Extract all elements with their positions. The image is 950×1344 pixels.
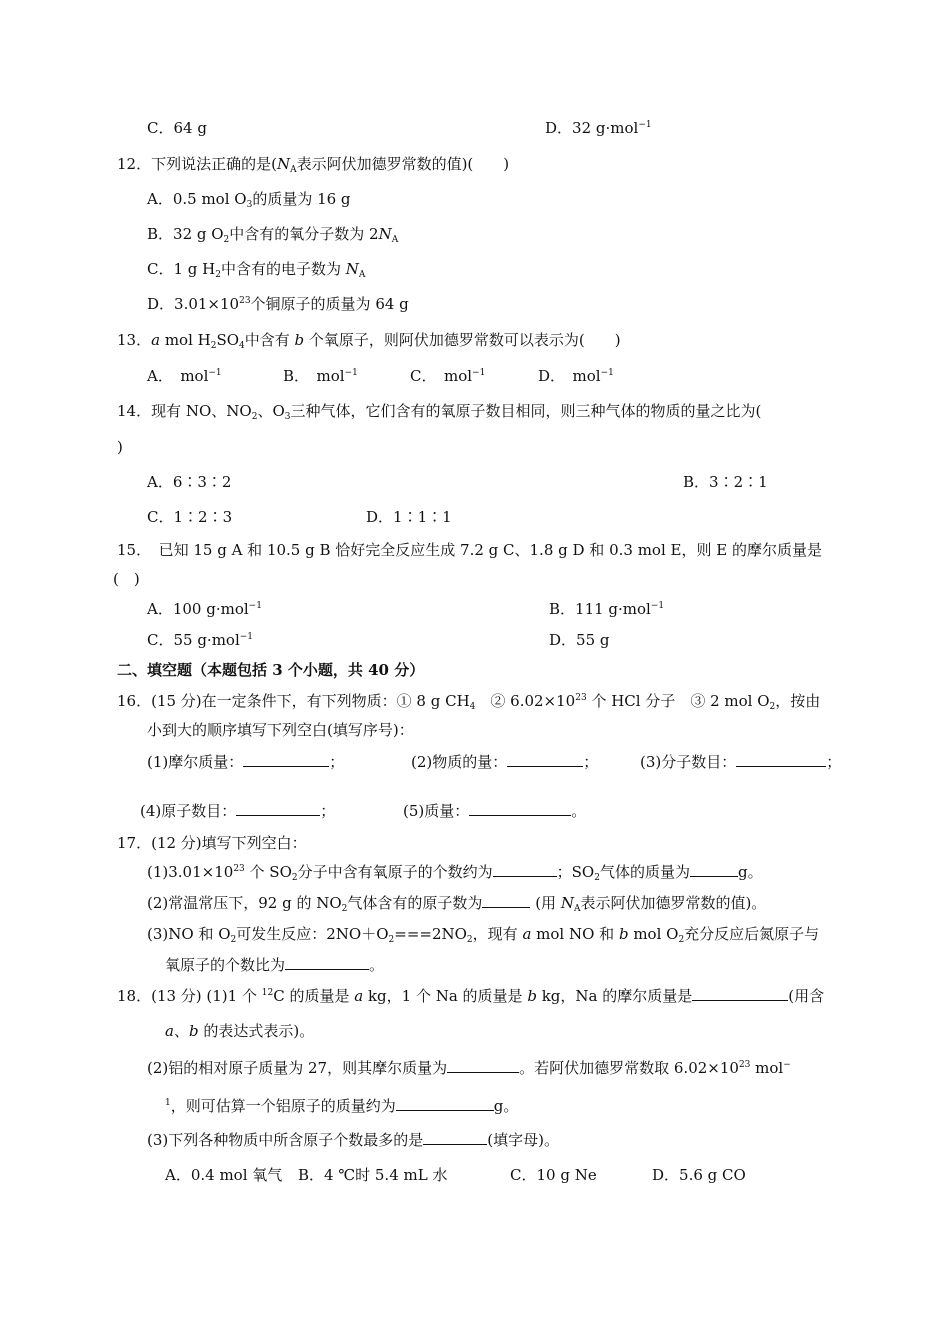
q17-line-4: 氧原子的个数比为 。 [165,956,385,974]
q14-option-c: C．1∶2∶3 [147,508,233,526]
q16-part-2: (2)物质的量： ； [411,753,599,771]
q14-option-b: B．3∶2∶1 [683,473,768,491]
q18-option-a: A．0.4 mol 氧气 [165,1166,283,1184]
q12-option-c: C．1 g $H_2$中含有的电子数为 $N_A$ [147,260,366,280]
q17-title: 17．(12 分)填写下列空白： [117,834,307,852]
q18-option-d: D．5.6 g CO [652,1166,746,1184]
q16-blank-1[interactable] [243,752,329,767]
q12-option-d: D．$3.01\times 10^{23}$个铜原子的质量为 64 g [147,295,409,313]
q12-option-b: B．32 g $O_2$中含有的氧分子数为 $2N_A$ [147,225,399,245]
q11-option-c: C．64 g [147,119,207,137]
q18-line-5: (3)下列各种物质中所含原子个数最多的是 (填字母)。 [147,1131,559,1149]
q15-option-b: B．111 g·mol$^{-1}$ [549,600,665,618]
q13-option-a: A． mol$^{-1}$ [147,367,222,385]
q11-option-d: D．32 g·mol$^{-1}$ [545,119,652,137]
q16-blank-2[interactable] [507,752,583,767]
q18-option-c: C．10 g Ne [510,1166,597,1184]
q18-option-b: B．4 ℃时 5.4 mL 水 [298,1166,448,1184]
q16-blank-3[interactable] [736,752,826,767]
q17-blank-2[interactable] [690,862,738,877]
q16-part-5: (5)质量： 。 [403,802,587,820]
q17-line-3: (3)NO 和 $O_2$可发生反应：$2NO+O_2===2NO_2$，现有 a mol NO 和 b mol $O_2$充分反应后氮原子与 [147,925,820,945]
q18-line-1: 18．(13 分) (1)1 个 $^{12}$C 的质量是 a kg，1 个 Na 的质量是 b kg，Na 的摩尔质量是 (用含 [117,987,825,1005]
q12-option-a: A．0.5 mol $O_3$的质量为 16 g [147,190,351,210]
q17-line-2: (2)常温常压下，92 g 的 $NO_2$气体含有的原子数为 (用 $N_A$表示阿伏加德罗常数的值)。 [147,894,767,914]
q12-stem: 12．下列说法正确的是($N_A$表示阿伏加德罗常数的值)( ) [117,155,510,175]
q14-stem-close: ) [117,438,123,456]
q16-blank-4[interactable] [236,801,320,816]
q14-option-a: A．6∶3∶2 [147,473,232,491]
q18-blank-1[interactable] [692,986,788,1001]
q18-blank-3[interactable] [396,1096,494,1111]
q17-blank-1[interactable] [493,862,557,877]
q16-part-1: (1)摩尔质量： ； [147,753,345,771]
section-heading: 二、填空题（本题包括 3 个小题，共 40 分） [117,661,425,679]
q18-blank-4[interactable] [423,1130,487,1145]
q13-stem: 13．a mol $H_2SO_4$中含有 b 个氧原子，则阿伏加德罗常数可以表示为( ) [117,331,621,351]
q18-line-2: a、b 的表达式表示)。 [165,1022,315,1040]
q15-option-d: D．55 g [549,631,610,649]
q13-option-c: C． mol$^{-1}$ [410,367,486,385]
q18-line-4: $^1$，则可估算一个铝原子的质量约为 g。 [165,1097,519,1115]
q13-option-d: D． mol$^{-1}$ [538,367,614,385]
q16-stem: 16．(15 分)在一定条件下，有下列物质：① 8 g $CH_4$ ② $6.02\times 10^{23}$ 个 HCl 分子 ③ 2 mol $O_2$，按由 [117,692,821,712]
q15-paren: ( ) [113,570,140,588]
q13-option-b: B． mol$^{-1}$ [283,367,358,385]
q14-option-d: D．1∶1∶1 [366,508,452,526]
q16-instruction: 小到大的顺序填写下列空白(填写序号)： [147,721,414,739]
q17-blank-4[interactable] [285,955,369,970]
q14-stem: 14．现有 NO、$NO_2$、$O_3$三种气体，它们含有的氧原子数目相同，则三种气体的物质的量之比为( [117,402,762,422]
q16-blank-5[interactable] [469,801,571,816]
q17-blank-3[interactable] [482,893,530,908]
q18-blank-2[interactable] [447,1058,519,1073]
q17-line-1: $(1)3.01\times 10^{23}$ 个 $SO_2$分子中含有氧原子的个数约为 ；$SO_2$气体的质量为 g。 [147,863,763,883]
q15-option-a: A．100 g·mol$^{-1}$ [147,600,262,618]
q15-stem: 15． 已知 15 g A 和 10.5 g B 恰好完全反应生成 7.2 g C、1.8 g D 和 0.3 mol E，则 E 的摩尔质量是 [117,541,822,559]
q16-part-4: (4)原子数目： ； [140,802,336,820]
q18-line-3: (2)铝的相对原子质量为 27，则其摩尔质量为 。若阿伏加德罗常数取 $6.02\times 10^{23}$ mol− [147,1059,791,1077]
q15-option-c: C．55 g·mol$^{-1}$ [147,631,254,649]
q16-part-3: (3)分子数目： ； [640,753,842,771]
